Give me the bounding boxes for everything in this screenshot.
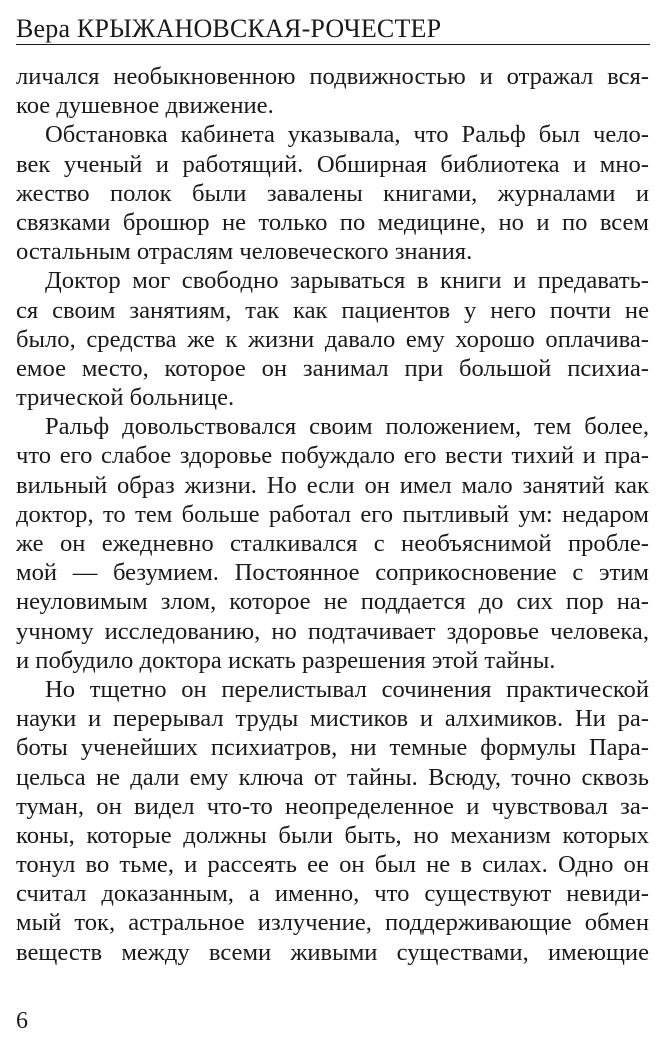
text-line: жество полок были завалены книгами, журналами и	[16, 179, 649, 207]
text-line: науки и перерывал труды мистиков и алхимиков. Ни ра-	[16, 705, 649, 733]
text-line: трической больнице.	[16, 384, 235, 412]
text-line: коны, которые должны были быть, но механизм которых	[16, 821, 649, 849]
page-text-body	[16, 62, 649, 967]
text-line: считал доказанным, а именно, что существуют невиди-	[16, 880, 649, 908]
text-line: туман, он видел что-то неопределенное и чувствовал за-	[16, 792, 649, 820]
text-line: Обстановка кабинета указывала, что Ральф был чело-	[45, 121, 649, 149]
text-line: связками брошюр не только по медицине, но и по всем	[16, 208, 649, 236]
text-line: век ученый и работящий. Обширная библиотека и мно-	[16, 150, 649, 178]
text-line: ся своим занятиям, так как пациентов у него почти не	[16, 296, 649, 324]
text-line: емое место, которое он занимал при большой психиа-	[16, 354, 649, 382]
text-line: же он ежедневно сталкивался с необъяснимой пробле-	[16, 530, 649, 557]
paragraph-5	[16, 675, 649, 967]
page-number: 6	[16, 1008, 28, 1034]
text-line: тонул во тьме, и рассеять ее он был не в силах. Одно он	[16, 851, 649, 879]
text-line: вильный образ жизни. Но если он имел мало занятий как	[16, 471, 649, 499]
text-line: доктор, то тем больше работал его пытливый ум: недаром	[16, 500, 649, 528]
text-line: остальным отраслям человеческого знания.	[16, 238, 473, 266]
text-line: мый ток, астральное излучение, поддерживающие обмен	[16, 909, 649, 937]
text-line: неуловимым злом, которое не поддается до сих пор на-	[16, 588, 649, 616]
text-line: учному исследованию, но подтачивает здоровье человека,	[16, 617, 649, 645]
text-line: Доктор мог свободно зарываться в книги и предавать-	[45, 267, 649, 295]
text-line: было, средства же к жизни давало ему хорошо оплачива-	[16, 325, 649, 353]
text-line: Ральф довольствовался своим положением, тем более,	[45, 413, 649, 441]
text-line: веществ между всеми живыми существами, имеющие	[16, 938, 649, 966]
text-line: что его слабое здоровье побуждало его вести тихий и пра-	[16, 442, 649, 470]
paragraph-4	[16, 412, 649, 675]
text-line: Но тщетно он перелистывал сочинения практической	[45, 675, 649, 703]
text-line: личался необыкновенною подвижностью и отражал вся-	[16, 63, 649, 90]
paragraph-2	[16, 120, 649, 266]
header-title: Вера КРЫЖАНОВСКАЯ-РОЧЕСТЕР	[16, 14, 442, 43]
paragraph-1	[16, 62, 649, 120]
paragraph-3	[16, 266, 649, 412]
text-line: кое душевное движение.	[16, 92, 274, 120]
text-line: цельса не дали ему ключа от тайны. Всюду, точно сквозь	[16, 763, 649, 791]
text-line: мой — безумием. Постоянное соприкосновение с этим	[16, 559, 649, 587]
text-line: и побудило доктора искать разрешения этой тайны.	[16, 646, 556, 674]
text-line: боты ученейших психиатров, ни темные формулы Пара-	[16, 734, 649, 762]
running-header	[16, 8, 650, 45]
